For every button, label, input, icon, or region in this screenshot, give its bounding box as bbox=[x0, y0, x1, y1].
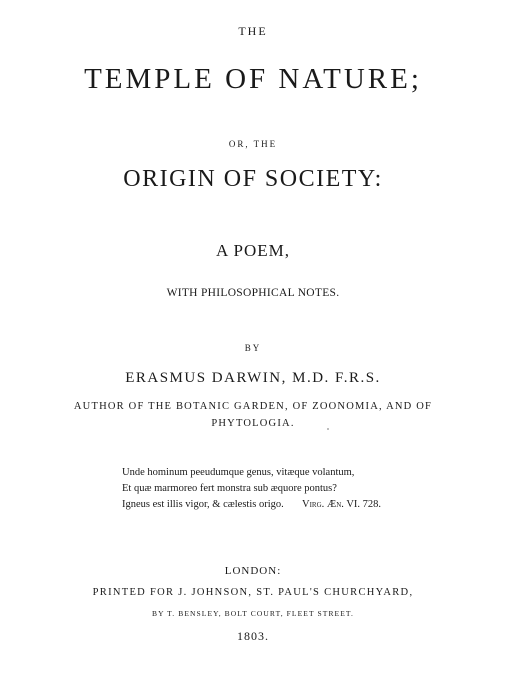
epigraph-line-1: Unde hominum peeudumque genus, vitæque volantum, bbox=[122, 467, 355, 478]
genre-label: A POEM, bbox=[215, 241, 291, 260]
epigraph-citation-text: Virg. Æn. VI. 728. bbox=[302, 499, 382, 510]
title-article: THE bbox=[238, 24, 268, 38]
author-works-line-1: AUTHOR OF THE BOTANIC GARDEN, OF ZOONOMIA, AND OF bbox=[73, 401, 433, 412]
epigraph-line-2: Et quæ marmoreo fert monstra sub æquore pontus? bbox=[122, 483, 337, 494]
main-title: TEMPLE OF NATURE; bbox=[84, 63, 422, 95]
imprint-year: 1803. bbox=[237, 629, 269, 643]
subtitle: ORIGIN OF SOCIETY: bbox=[123, 166, 383, 192]
epigraph-citation bbox=[302, 497, 381, 513]
epigraph bbox=[122, 465, 382, 513]
by-label: BY bbox=[244, 343, 262, 353]
imprint-place: LONDON: bbox=[224, 565, 282, 577]
epigraph-line-3: Igneus est illis vigor, & cælestis origo. bbox=[122, 499, 284, 510]
notes-label: WITH PHILOSOPHICAL NOTES. bbox=[166, 287, 340, 299]
or-the-connector: OR, THE bbox=[228, 139, 278, 149]
paper-speck bbox=[327, 428, 329, 430]
author-works-line-2: PHYTOLOGIA. bbox=[211, 418, 295, 429]
imprint-publisher: PRINTED FOR J. JOHNSON, ST. PAUL'S CHURCHYARD, bbox=[92, 587, 414, 598]
imprint-printer: BY T. BENSLEY, BOLT COURT, FLEET STREET. bbox=[151, 609, 355, 618]
author-name: ERASMUS DARWIN, M.D. F.R.S. bbox=[125, 370, 381, 386]
